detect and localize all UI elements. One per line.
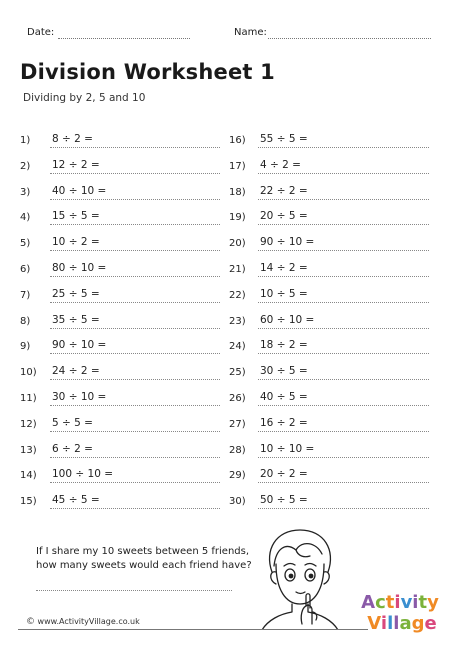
question-number: 20) <box>229 238 246 250</box>
question-row <box>229 415 429 441</box>
answer-line[interactable] <box>258 328 429 329</box>
footer-url-text: www.ActivityVillage.co.uk <box>37 617 140 626</box>
logo-word-activity: Activity <box>361 592 439 613</box>
question-text: 8 ÷ 2 = <box>52 133 93 145</box>
question-text: 50 ÷ 5 = <box>260 494 308 507</box>
question-text: 5 ÷ 5 = <box>52 416 93 429</box>
question-number: 19) <box>229 212 246 224</box>
question-row <box>20 415 220 441</box>
answer-line[interactable] <box>258 353 429 354</box>
word-problem-line-1: If I share my 10 sweets between 5 friends, <box>36 546 250 557</box>
question-text: 20 ÷ 2 = <box>260 468 308 481</box>
question-text: 45 ÷ 5 = <box>52 494 100 507</box>
question-row <box>229 466 429 492</box>
date-line[interactable] <box>58 38 190 39</box>
answer-line[interactable] <box>258 147 429 148</box>
answer-line[interactable] <box>50 276 220 277</box>
question-row <box>20 131 220 157</box>
question-number: 10) <box>20 367 37 379</box>
question-number: 26) <box>229 393 246 404</box>
question-row <box>229 363 429 389</box>
question-number: 15) <box>20 496 37 508</box>
question-row <box>20 234 220 260</box>
question-text: 6 ÷ 2 = <box>52 442 93 455</box>
answer-line[interactable] <box>50 508 220 509</box>
footer-divider <box>18 629 368 630</box>
copyright-icon: © <box>26 617 35 627</box>
question-row <box>20 157 220 183</box>
name-line[interactable] <box>268 38 431 39</box>
answer-line[interactable] <box>258 224 429 225</box>
question-row <box>20 286 220 312</box>
girl-illustration <box>250 520 350 630</box>
question-row <box>20 337 220 363</box>
answer-line[interactable] <box>50 302 220 303</box>
logo-word-village: Village <box>367 613 437 634</box>
answer-line[interactable] <box>50 431 220 432</box>
question-text: 10 ÷ 10 = <box>260 442 315 455</box>
question-number: 27) <box>229 418 246 430</box>
answer-line[interactable] <box>50 328 220 329</box>
question-text: 30 ÷ 10 = <box>52 391 107 403</box>
question-number: 11) <box>20 393 37 404</box>
question-number: 29) <box>229 470 246 482</box>
answer-line[interactable] <box>50 199 220 200</box>
date-label: Date: <box>27 27 55 38</box>
question-text: 14 ÷ 2 = <box>260 262 308 274</box>
question-row <box>229 183 429 209</box>
question-row <box>20 312 220 338</box>
activity-village-logo <box>350 588 450 634</box>
answer-line[interactable] <box>258 482 429 483</box>
question-row <box>229 312 429 338</box>
answer-line[interactable] <box>50 353 220 354</box>
question-text: 100 ÷ 10 = <box>52 468 114 481</box>
question-number: 8) <box>20 315 31 327</box>
question-row <box>20 183 220 209</box>
question-text: 12 ÷ 2 = <box>52 158 100 171</box>
answer-line[interactable] <box>50 224 220 225</box>
question-row <box>229 492 429 518</box>
question-text: 10 ÷ 5 = <box>260 287 308 300</box>
question-text: 25 ÷ 5 = <box>52 287 100 300</box>
question-number: 25) <box>229 367 246 379</box>
question-number: 24) <box>229 341 246 353</box>
question-number: 30) <box>229 496 246 508</box>
answer-line[interactable] <box>50 173 220 174</box>
page-title: Division Worksheet 1 <box>20 60 275 84</box>
question-row <box>229 441 429 467</box>
answer-line[interactable] <box>258 302 429 303</box>
question-number: 21) <box>229 264 246 275</box>
answer-line[interactable] <box>50 482 220 483</box>
question-number: 18) <box>229 186 246 198</box>
question-number: 22) <box>229 289 246 301</box>
question-text: 10 ÷ 2 = <box>52 236 100 249</box>
question-text: 90 ÷ 10 = <box>52 339 107 352</box>
answer-line[interactable] <box>50 147 220 148</box>
answer-line[interactable] <box>258 173 429 174</box>
question-text: 30 ÷ 5 = <box>260 365 308 378</box>
girl-thinking-icon <box>250 520 350 630</box>
question-text: 24 ÷ 2 = <box>52 365 100 378</box>
question-text: 35 ÷ 5 = <box>52 313 100 326</box>
footer-url[interactable] <box>26 617 140 627</box>
logo-icon <box>350 588 450 634</box>
question-row <box>229 260 429 286</box>
question-text: 4 ÷ 2 = <box>260 158 301 171</box>
question-row <box>20 363 220 389</box>
question-text: 22 ÷ 2 = <box>260 184 308 197</box>
question-number: 16) <box>229 135 246 146</box>
question-text: 16 ÷ 2 = <box>260 416 308 429</box>
question-row <box>20 260 220 286</box>
word-problem-line-2: how many sweets would each friend have? <box>36 560 252 571</box>
question-number: 7) <box>20 289 31 301</box>
question-row <box>229 157 429 183</box>
answer-line[interactable] <box>258 199 429 200</box>
question-row <box>229 337 429 363</box>
question-row <box>229 286 429 312</box>
question-row <box>20 466 220 492</box>
question-number: 4) <box>20 212 31 224</box>
question-number: 17) <box>229 160 246 172</box>
question-number: 23) <box>229 315 246 327</box>
answer-line[interactable] <box>50 457 220 458</box>
question-number: 9) <box>20 341 31 353</box>
answer-line[interactable] <box>50 379 220 380</box>
question-row <box>229 234 429 260</box>
question-number: 6) <box>20 264 31 275</box>
question-row <box>20 389 220 415</box>
question-number: 14) <box>20 470 37 482</box>
answer-line[interactable] <box>258 431 429 432</box>
question-number: 12) <box>20 418 37 430</box>
question-text: 55 ÷ 5 = <box>260 133 308 145</box>
answer-line[interactable] <box>258 379 429 380</box>
answer-line[interactable] <box>258 250 429 251</box>
answer-line[interactable] <box>50 405 220 406</box>
word-problem-answer-line[interactable] <box>36 590 232 591</box>
question-number: 13) <box>20 444 37 456</box>
question-text: 20 ÷ 5 = <box>260 210 308 223</box>
question-text: 18 ÷ 2 = <box>260 339 308 352</box>
answer-line[interactable] <box>50 250 220 251</box>
question-text: 40 ÷ 5 = <box>260 391 308 403</box>
question-row <box>20 492 220 518</box>
question-number: 1) <box>20 135 31 146</box>
question-number: 2) <box>20 160 31 172</box>
question-number: 5) <box>20 238 31 250</box>
question-number: 3) <box>20 186 31 198</box>
question-text: 90 ÷ 10 = <box>260 236 315 249</box>
question-text: 60 ÷ 10 = <box>260 313 315 326</box>
question-row <box>229 208 429 234</box>
question-text: 40 ÷ 10 = <box>52 184 107 197</box>
name-label: Name: <box>234 27 267 38</box>
page-subtitle: Dividing by 2, 5 and 10 <box>23 92 146 104</box>
question-number: 28) <box>229 444 246 456</box>
question-row <box>229 131 429 157</box>
word-problem <box>36 545 252 573</box>
question-row <box>20 441 220 467</box>
answer-line[interactable] <box>258 508 429 509</box>
answer-line[interactable] <box>258 405 429 406</box>
answer-line[interactable] <box>258 276 429 277</box>
question-text: 80 ÷ 10 = <box>52 262 107 274</box>
answer-line[interactable] <box>258 457 429 458</box>
question-text: 15 ÷ 5 = <box>52 210 100 223</box>
question-row <box>20 208 220 234</box>
question-row <box>229 389 429 415</box>
